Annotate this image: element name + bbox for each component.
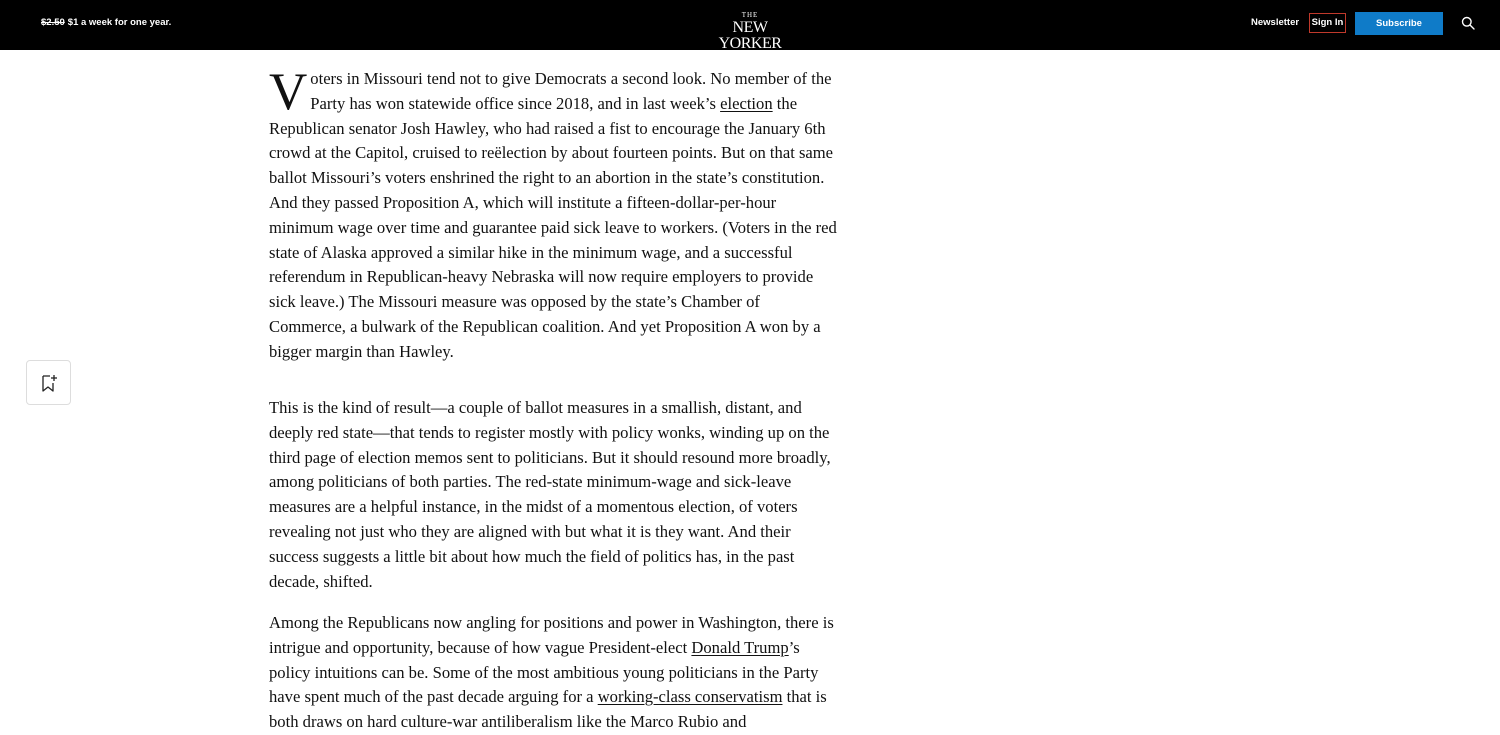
logo-the: THE — [741, 11, 759, 19]
new-yorker-logo[interactable] — [700, 12, 800, 52]
bookmark-add-icon — [41, 374, 58, 393]
top-navigation-bar — [0, 0, 1500, 50]
newsletter-link[interactable]: Newsletter — [1251, 17, 1300, 28]
paragraph-text: that is both draws on hard culture-war antiliberalism like the Marco Rubio and — [269, 687, 827, 732]
election-link[interactable]: election — [720, 93, 773, 113]
working-class-conservatism-link[interactable]: working-class conservatism — [597, 687, 783, 707]
promo-text: $1 a week for one year. — [67, 17, 172, 28]
subscribe-button[interactable]: Subscribe — [1355, 12, 1443, 35]
search-icon — [1461, 16, 1475, 30]
save-article-button[interactable] — [26, 360, 71, 405]
article-paragraph — [269, 63, 839, 365]
search-button[interactable] — [1461, 16, 1477, 32]
paragraph-text: Among the Republicans now angling for positions and power in Washington, there is intrigue and opportunity, because of how vague President-elect — [269, 613, 834, 657]
paragraph-text: the Republican senator Josh Hawley, who had raised a fist to encourage the January 6th crowd at the Capitol, cruised to reëlection by about fourteen points. But on that same ballot Missouri’s voters enshrined the right to an abortion in the state’s constitution. And they passed Proposition A, which will institute a fifteen-dollar-per-hour minimum wage over time and guarantee paid sick leave to workers. (Voters in the red state of Alaska approved a similar hike in the minimum wage, and a successful referendum in Republican-heavy Nebraska will now require employers to provide sick leave.) The Missouri measure was opposed by the state’s Chamber of Commerce, a bulwark of the Republican coalition. And yet Proposition A won by a bigger margin than Hawley. — [269, 93, 837, 361]
donald-trump-link[interactable]: Donald Trump — [691, 637, 789, 657]
article-paragraph — [269, 611, 839, 735]
paragraph-text: oters in Missouri tend not to give Democrats a second look. No member of the Party has won statewide office since 2018, and in last week’s — [310, 69, 832, 113]
subscription-promo[interactable] — [41, 17, 171, 28]
article-paragraph: This is the kind of result—a couple of ballot measures in a smallish, distant, and deeply red state—that tends to register mostly with policy wonks, winding up on the third page of election memos sent to politicians. But it should resound more broadly, among politicians of both parties. The red-state minimum-wage and sick-leave measures are a helpful instance, in the midst of a momentous election, of voters revealing not just who they are aligned with but what it is they want. And their success suggests a little bit about how much the field of politics has, in the past decade, shifted. — [269, 398, 831, 591]
promo-old-price: $2.50 — [41, 17, 65, 28]
logo-name: NEW YORKER — [718, 19, 782, 52]
drop-cap: V — [269, 63, 308, 121]
sign-in-button[interactable]: Sign In — [1309, 13, 1346, 33]
paragraph-text: ’s policy intuitions can be. Some of the most ambitious young politicians in the Party have spent much of the past decade arguing for a — [269, 637, 819, 707]
